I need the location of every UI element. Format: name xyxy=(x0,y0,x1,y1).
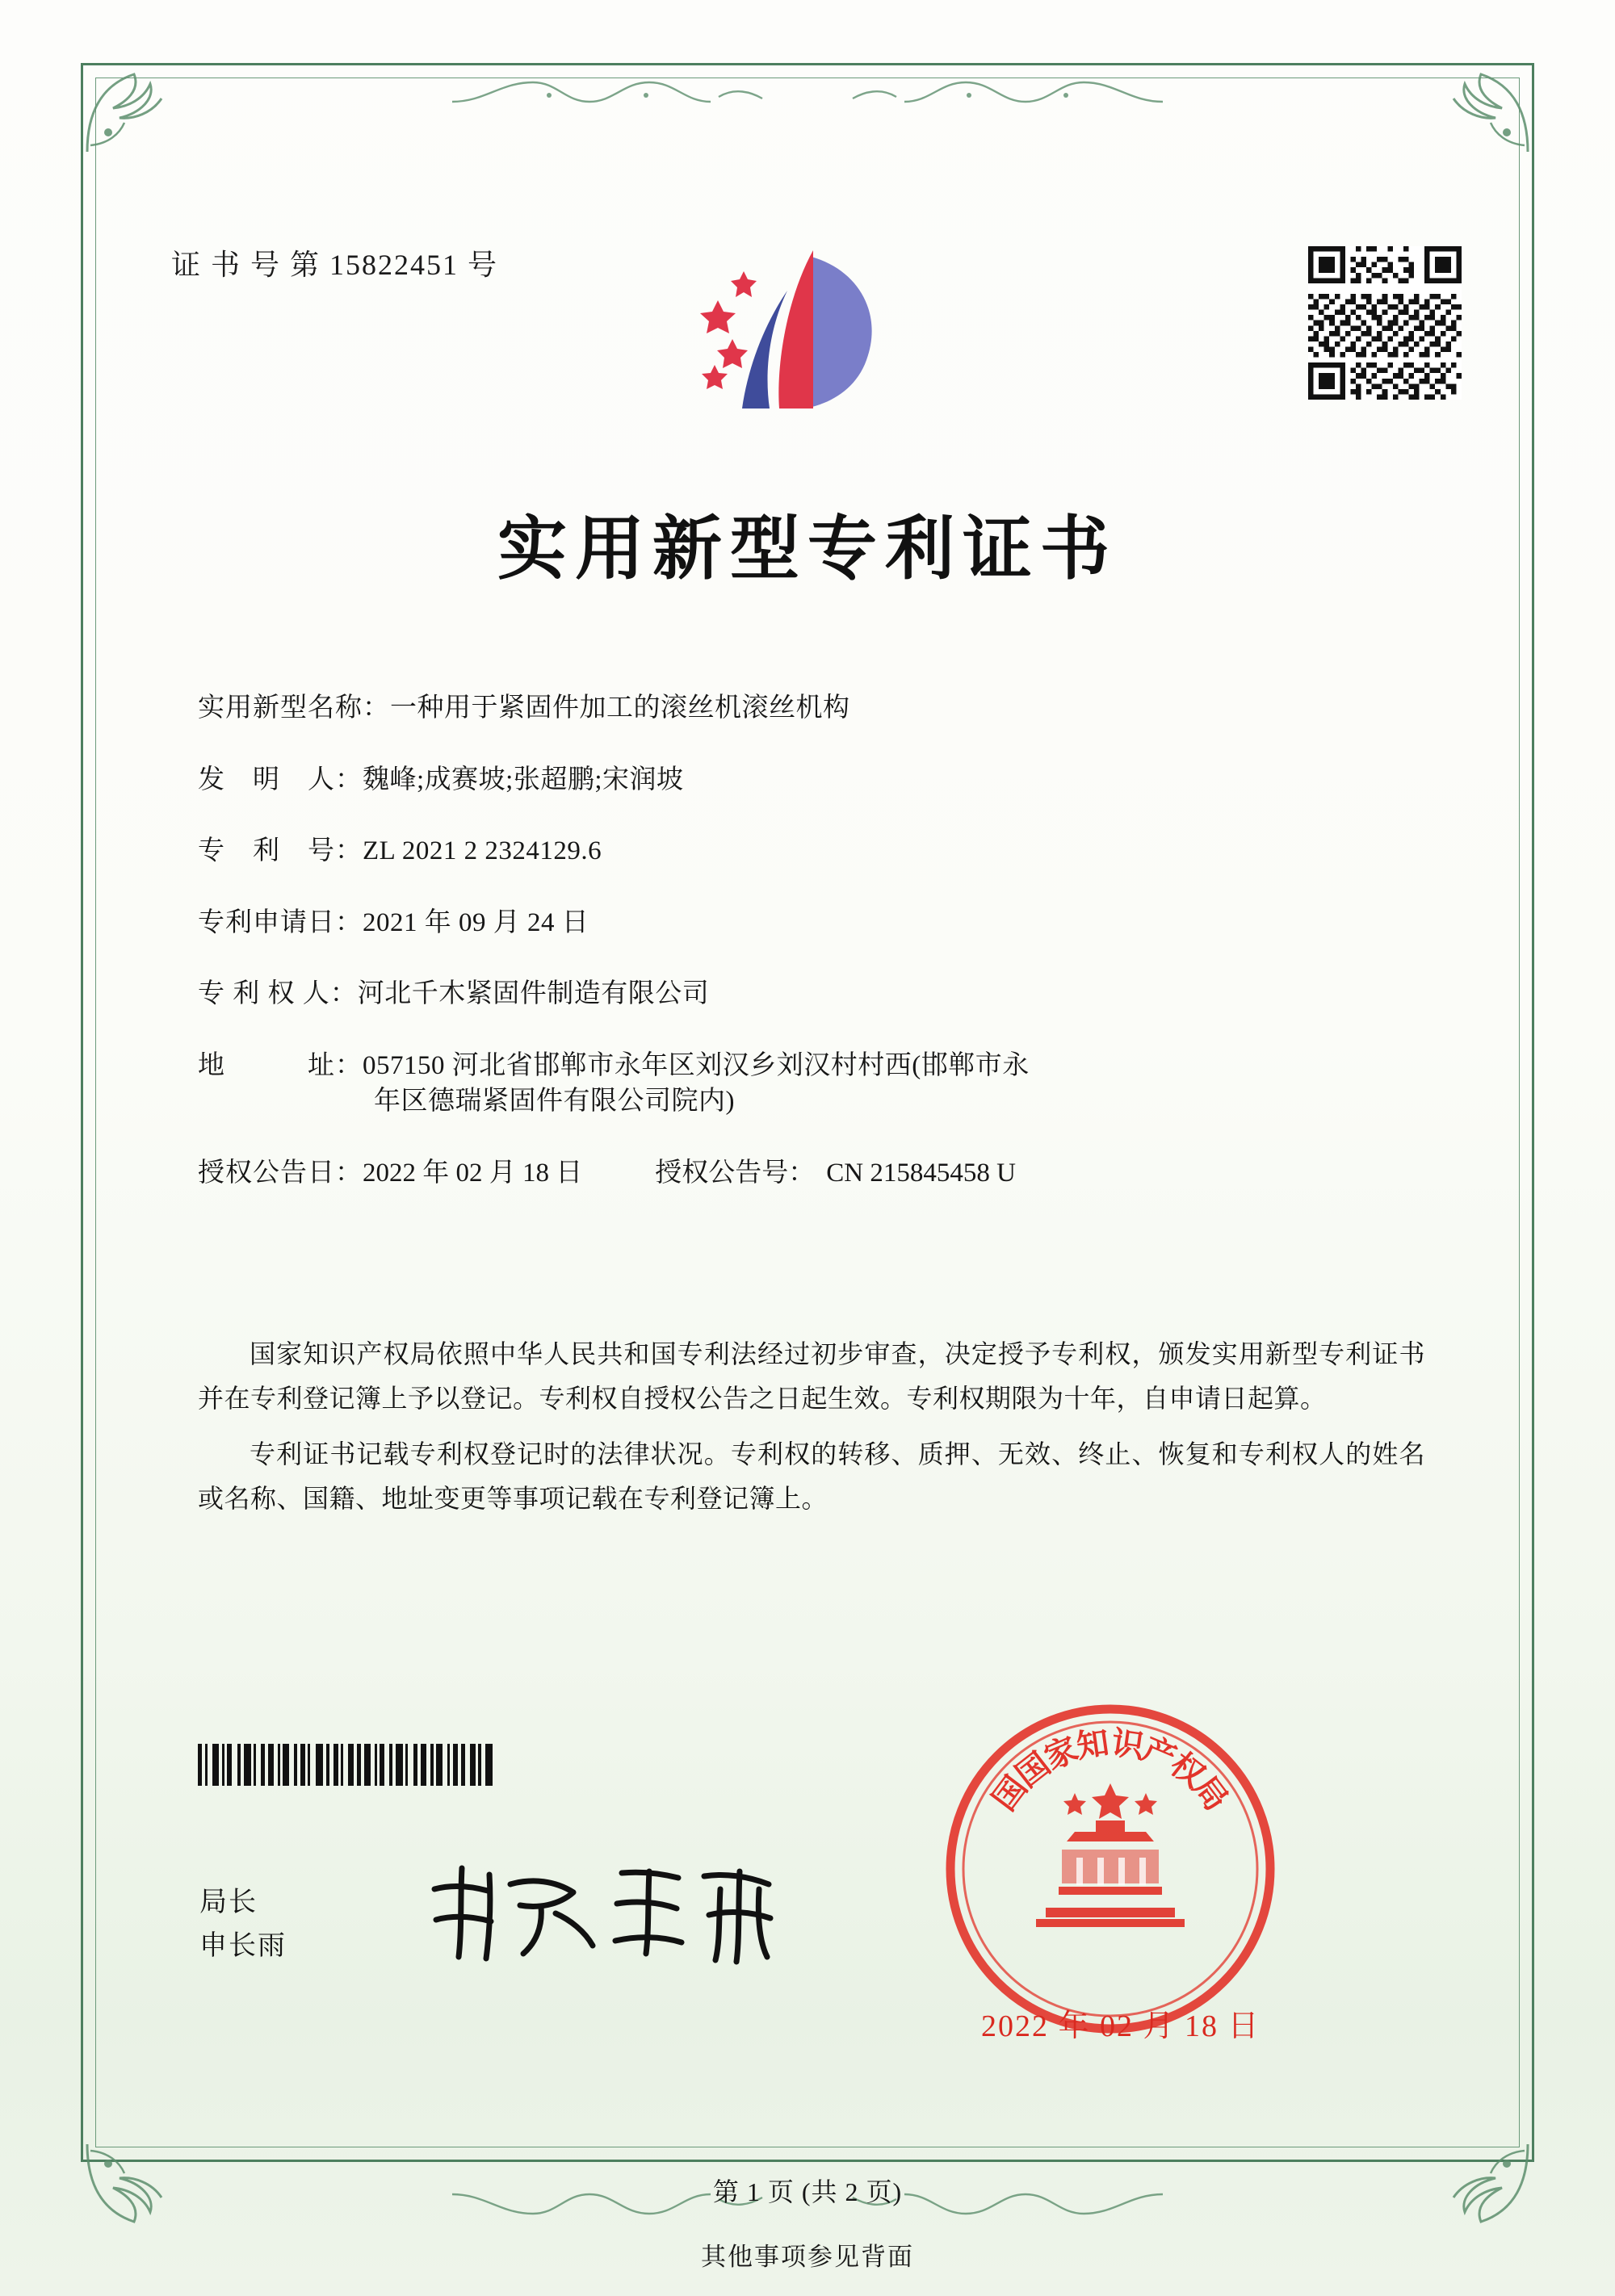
field-label: 专利申请日： xyxy=(198,907,363,937)
director-name: 申长雨 xyxy=(199,1931,287,1962)
field-value-grant-date: 2022 年 02 月 18 日 xyxy=(363,1158,583,1188)
field-value: 2021 年 09 月 24 日 xyxy=(363,907,589,937)
svg-text:家: 家 xyxy=(1038,1729,1084,1778)
svg-text:知: 知 xyxy=(1074,1723,1112,1766)
field-value xyxy=(363,1048,1425,1120)
cnipa-logo-icon xyxy=(690,242,925,428)
handwritten-signature-icon xyxy=(420,1857,799,1970)
field-value: ZL 2021 2 2324129.6 xyxy=(363,836,602,866)
svg-text:识: 识 xyxy=(1109,1723,1147,1766)
seal-date: 2022 年 02 月 18 日 xyxy=(981,2009,1261,2043)
barcode-icon xyxy=(198,1744,610,1786)
field-value: 一种用于紧固件加工的滚丝机滚丝机构 xyxy=(390,693,850,723)
field-label: 专 利 号： xyxy=(198,836,363,866)
paragraph-2: 专利证书记载专利权登记时的法律状况。专利权的转移、质押、无效、终止、恢复和专利权人的姓名或名称、国籍、地址变更等事项记载在专利登记簿上。 xyxy=(198,1439,1425,1514)
svg-text:国: 国 xyxy=(1009,1745,1058,1795)
field-row-name xyxy=(198,690,1425,727)
corner-ornament-icon xyxy=(1410,66,1531,155)
address-line-2: 年区德瑞紧固件有限公司院内) xyxy=(374,1087,735,1117)
field-label-grant-number: 授权公告号： xyxy=(655,1158,816,1188)
field-value: 魏峰;成赛坡;张超鹏;宋润坡 xyxy=(363,765,684,794)
field-row-patent-number xyxy=(198,833,1425,869)
field-row-grant xyxy=(198,1155,1425,1192)
field-row-address xyxy=(198,1048,1425,1120)
field-value-grant-number: CN 215845458 U xyxy=(826,1158,1016,1188)
corner-ornament-icon xyxy=(84,66,205,155)
field-label: 发 明 人： xyxy=(198,765,363,794)
top-ornament-icon xyxy=(452,69,1163,119)
certificate-number: 证 书 号 第 15822451 号 xyxy=(171,249,499,281)
field-label: 实用新型名称： xyxy=(198,693,390,723)
field-row-inventors xyxy=(198,762,1425,798)
field-row-patentee xyxy=(198,976,1425,1012)
field-row-application-date xyxy=(198,905,1425,941)
svg-text:局: 局 xyxy=(1185,1769,1235,1818)
paragraph-1: 国家知识产权局依照中华人民共和国专利法经过初步审查，决定授予专利权，颁发实用新型专利证书并在专利登记簿上予以登记。专利权自授权公告之日起生效。专利权期限为十年，自申请日起算。 xyxy=(198,1339,1425,1414)
footer-note: 其他事项参见背面 xyxy=(701,2243,914,2271)
qr-code-icon xyxy=(1308,246,1462,400)
svg-text:权: 权 xyxy=(1163,1745,1212,1795)
field-label: 地 址： xyxy=(198,1050,363,1080)
page-indicator: 第 1 页 (共 2 页) xyxy=(712,2177,903,2206)
svg-text:产: 产 xyxy=(1137,1729,1182,1778)
director-block xyxy=(199,1881,287,1969)
field-list xyxy=(198,690,1425,1223)
legal-text xyxy=(198,1332,1425,1532)
field-label: 专 利 权 人： xyxy=(198,979,358,1009)
official-red-seal-icon xyxy=(941,1699,1280,2038)
director-title: 局长 xyxy=(199,1887,258,1917)
field-label-grant-date: 授权公告日： xyxy=(198,1158,363,1188)
address-line-1: 057150 河北省邯郸市永年区刘汉乡刘汉村村西(邯郸市永 xyxy=(363,1050,1030,1080)
field-value: 河北千木紧固件制造有限公司 xyxy=(357,979,710,1009)
svg-text:国: 国 xyxy=(985,1769,1035,1818)
page-title: 实用新型专利证书 xyxy=(497,508,1118,589)
